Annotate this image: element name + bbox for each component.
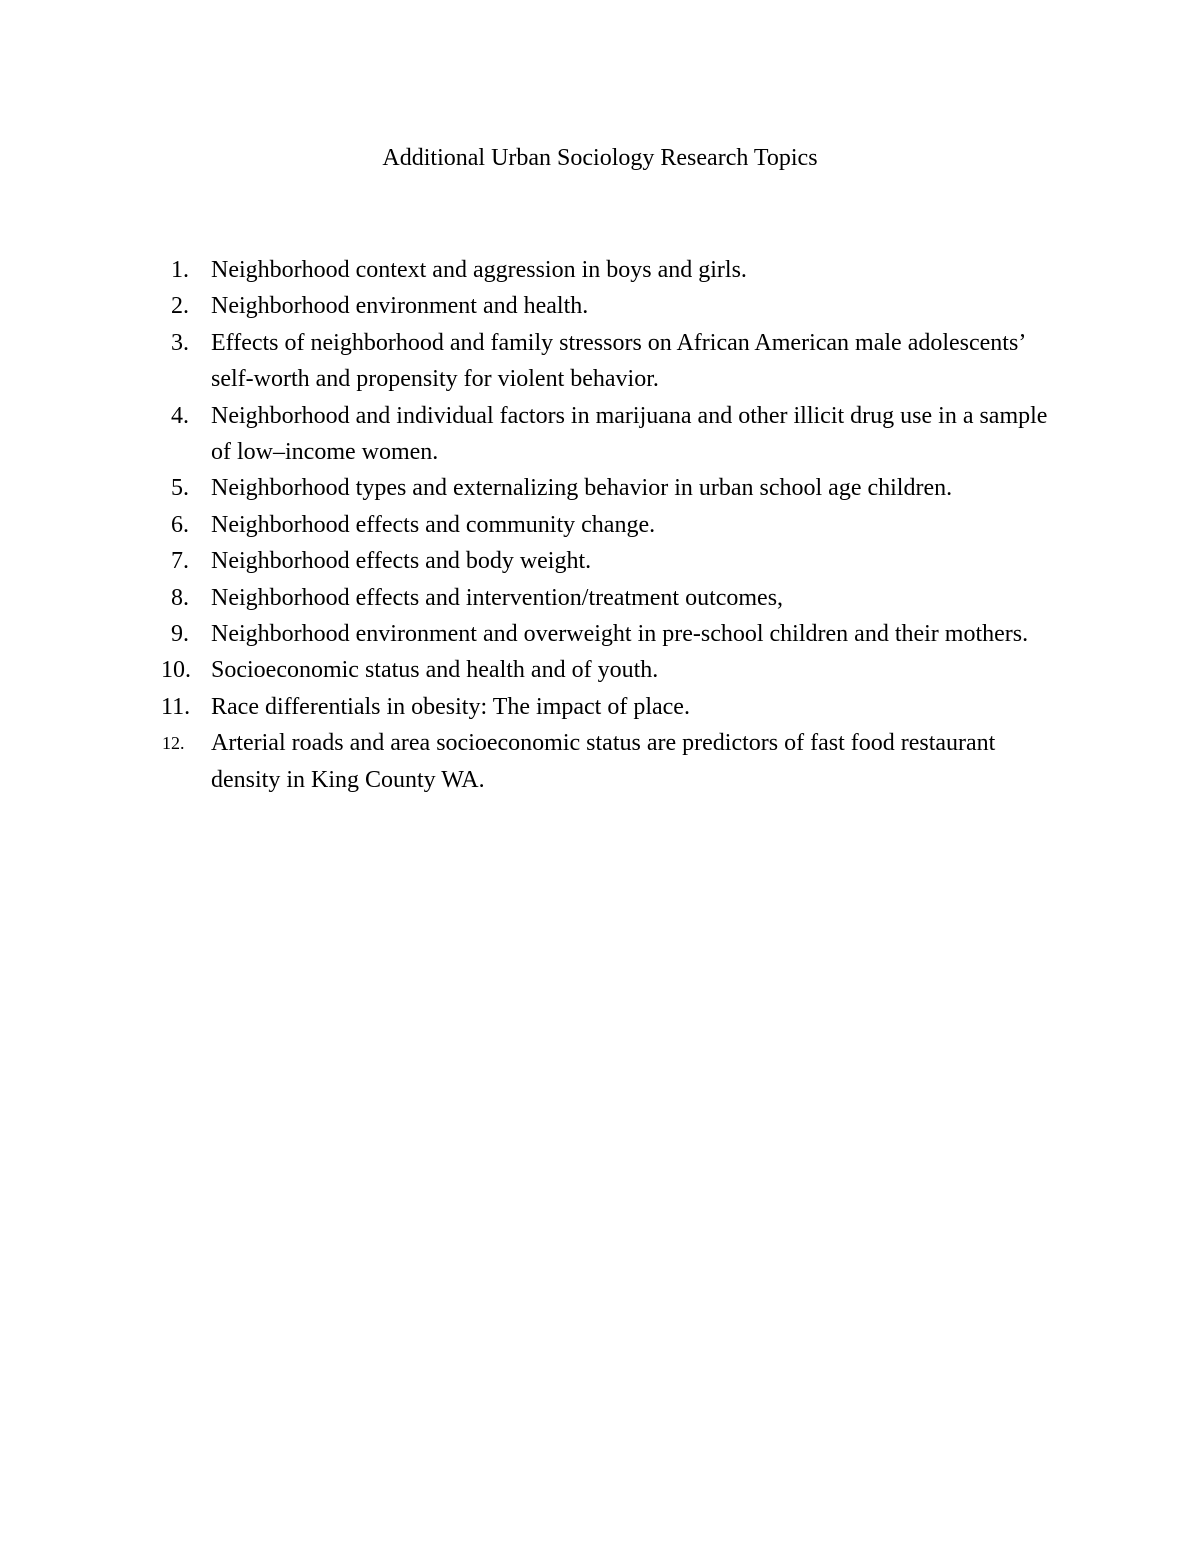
list-item-text: Race differentials in obesity: The impact of place.	[211, 693, 690, 720]
list-item-text: Neighborhood environment and overweight in pre-school children and their mothers.	[211, 621, 1029, 648]
list-item-number: 9.	[171, 621, 189, 648]
topic-list	[150, 252, 1060, 798]
list-item	[150, 689, 1060, 725]
list-item	[150, 288, 1060, 324]
list-item-text: Effects of neighborhood and family stressors on African American male adolescents’ self-worth and propensity for violent behavior.	[211, 329, 1025, 393]
list-item	[150, 652, 1060, 688]
list-item	[150, 616, 1060, 652]
list-item-number: 2.	[171, 293, 189, 320]
list-item-text: Neighborhood environment and health.	[211, 293, 589, 320]
list-item-number: 8.	[171, 584, 189, 611]
list-item-number: 10.	[161, 657, 191, 684]
list-item-text: Socioeconomic status and health and of youth.	[211, 657, 659, 684]
list-item-text: Neighborhood effects and intervention/treatment outcomes,	[211, 584, 784, 611]
list-item-text: Neighborhood effects and body weight.	[211, 548, 592, 575]
list-item-text: Neighborhood context and aggression in boys and girls.	[211, 257, 747, 283]
list-item-number: 12.	[162, 733, 185, 754]
list-item	[150, 543, 1060, 579]
list-item-number: 4.	[171, 402, 189, 429]
list-item-number: 11.	[161, 693, 191, 720]
list-item	[150, 725, 1060, 798]
list-item-text: Arterial roads and area socioeconomic status are predictors of fast food restaurant density in King County WA.	[211, 730, 996, 793]
list-item-text: Neighborhood and individual factors in marijuana and other illicit drug use in a sample of low–income women.	[211, 402, 1048, 466]
list-item	[150, 470, 1060, 506]
list-item	[150, 252, 1060, 288]
list-item-text: Neighborhood effects and community change.	[211, 511, 656, 538]
list-item	[150, 325, 1060, 398]
document-title: Additional Urban Sociology Research Topics	[382, 145, 818, 171]
list-item	[150, 580, 1060, 616]
list-item-number: 5.	[171, 475, 189, 502]
list-item	[150, 398, 1060, 471]
list-item-number: 3.	[171, 329, 189, 356]
list-item-number: 1.	[171, 257, 189, 283]
list-item	[150, 507, 1060, 543]
list-item-number: 6.	[171, 511, 189, 538]
list-item-text: Neighborhood types and externalizing behavior in urban school age children.	[211, 475, 953, 502]
list-item-number: 7.	[171, 548, 189, 575]
